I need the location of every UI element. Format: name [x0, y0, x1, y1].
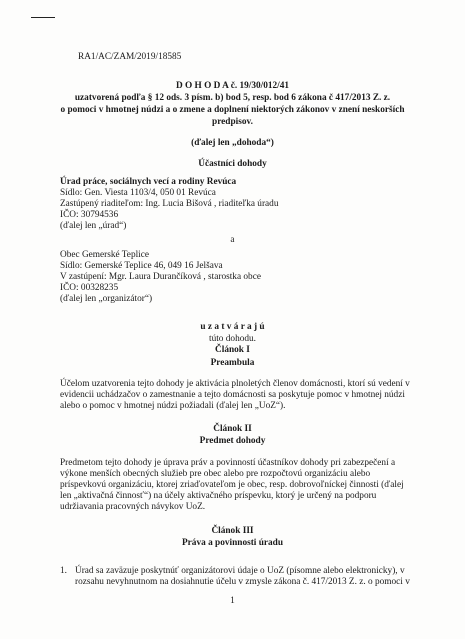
- article3-item-number: 1.: [60, 566, 67, 576]
- party1-alias: (ďalej len „úrad“): [60, 221, 127, 231]
- conclude-heading: u z a t v á r a j ú: [200, 322, 265, 332]
- party1-name: Úrad práce, sociálnych vecí a rodiny Revúca: [60, 177, 237, 187]
- agreement-subtitle-3: predpisov.: [212, 117, 253, 127]
- article2-line-3: príspevkovú organizáciu, ktorej zriaďovateľom je obec, resp. dobrovoľníckej činnosti (ďalej: [60, 480, 404, 490]
- agreement-title: D O H O D A č. 19/30/012/41: [175, 81, 290, 91]
- article2-title: Predmet dohody: [199, 436, 266, 446]
- party2-seat: Sídlo: Gemerské Teplice 46, 049 16 Jelšava: [60, 261, 223, 271]
- conjunction: a: [230, 235, 235, 245]
- agreement-subtitle-2: o pomoci v hmotnej núdzi a o zmene a doplnení niektorých zákonov v znení neskorších: [60, 105, 405, 115]
- party2-ico: IČO: 00328235: [60, 283, 119, 293]
- reference-number: RA1/AC/ZAM/2019/18585: [78, 52, 182, 62]
- article1-line-3: alebo o pomoc v hmotnej núdzi požiadali (ďalej len „UoZ“).: [60, 401, 286, 411]
- conclude-subheading: túto dohodu.: [208, 334, 256, 344]
- article2-line-1: Predmetom tejto dohody je úprava práv a povinností účastníkov dohody pri zabezpečení a: [60, 458, 396, 468]
- party1-ico: IČO: 30794536: [60, 210, 119, 220]
- article1-number: Článok I: [215, 345, 250, 355]
- agreement-subtitle-1: uzatvorená podľa § 12 ods. 3 písm. b) bod 5, resp. bod 6 zákona č 417/2013 Z. z.: [74, 93, 391, 103]
- article3-title: Práva a povinnosti úradu: [182, 538, 283, 548]
- article2-number: Článok II: [213, 424, 252, 434]
- article1-line-1: Účelom uzatvorenia tejto dohody je aktivácia plnoletých členov domácnosti, ktorí sú vedení v: [60, 379, 410, 389]
- party2-alias: (ďalej len „organizátor“): [60, 294, 153, 304]
- party1-seat: Sídlo: Gen. Viesta 1103/4, 050 01 Revúca: [60, 188, 216, 198]
- article1-title: Preambula: [210, 358, 255, 368]
- parties-heading: Účastníci dohody: [198, 159, 267, 169]
- article3-number: Článok III: [211, 526, 254, 536]
- article3-line-2: rozsahu nevyhnutnom na dosiahnutie účelu v zmysle zákona č. 417/2013 Z. z. o pomoci v: [75, 577, 410, 587]
- party1-representative: Zastúpený riaditeľom: Ing. Lucia Bišová , riaditeľka úradu: [60, 199, 279, 209]
- party2-name: Obec Gemerské Teplice: [60, 250, 150, 260]
- page-number: 1: [230, 596, 235, 606]
- article2-line-4: len „aktivačná činnosť“) na účely aktivačného príspevku, ktorý je určený na podporu: [60, 491, 377, 501]
- article1-line-2: evidencii uchádzačov o zamestnanie a tejto domácnosti sa poskytuje pomoc v hmotnej núdzi: [60, 390, 405, 400]
- article3-line-1: Úrad sa zaväzuje poskytnúť organizátorovi údaje o UoZ (písomne alebo elektronicky), v: [75, 566, 405, 576]
- article2-line-5: udržiavania pracovných návykov UoZ.: [60, 502, 206, 512]
- party2-representative: V zastúpení: Mgr. Laura Durančíková , starostka obce: [60, 272, 261, 282]
- article2-line-2: výkone menších obecných služieb pre obec alebo pre rozpočtovú organizáciu alebo: [60, 469, 371, 479]
- corner-mark: [31, 17, 55, 18]
- agreement-alias: (ďalej len „dohoda“): [191, 138, 274, 148]
